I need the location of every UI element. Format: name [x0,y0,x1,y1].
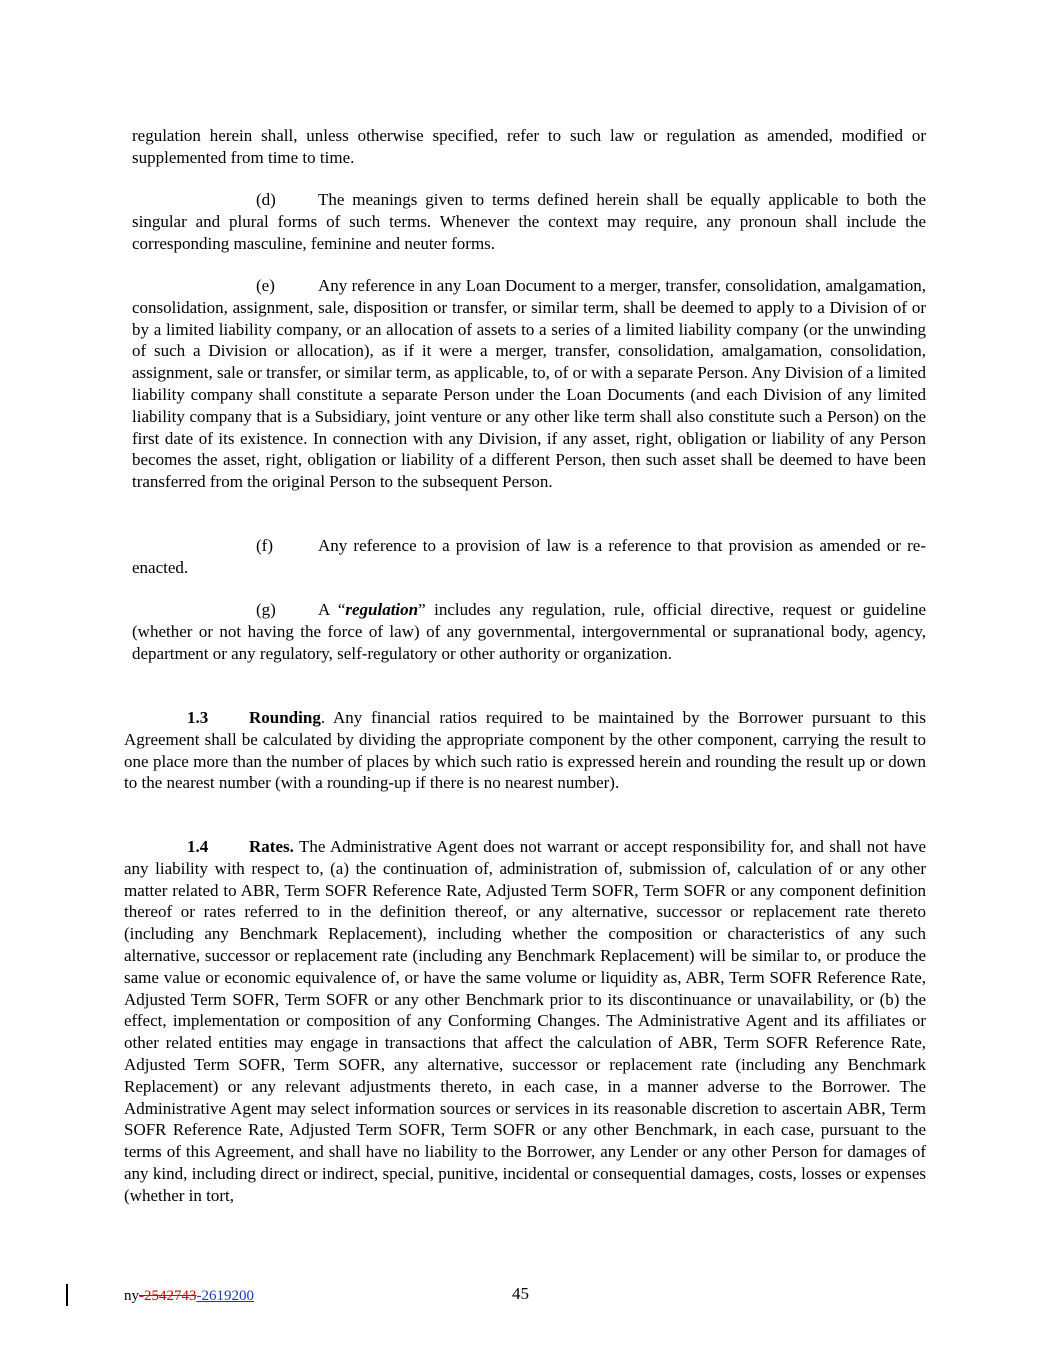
clause-text-f: Any reference to a provision of law is a reference to that provision as amended or re-enacted. [132,536,926,577]
document-id: ny-2542743-2619200 [124,1288,254,1304]
deleted-doc-id: -2542743 [139,1288,197,1304]
page-number: 45 [512,1284,529,1303]
change-bar [66,1284,68,1306]
section-1-3: 1.3 Rounding. Any financial ratios required to be maintained by the Borrower pursuant to this Agreement shall be calculated by dividing the appropriate component by the other component, carrying the result to one place more than the number of places by which such ratio is expressed herein and rounding the result up or down to the nearest number (with a rounding-up if there is no nearest number). [124,708,926,793]
clause-text-e: Any reference in any Loan Document to a merger, transfer, consolidation, amalgamation, consolidation, assignment, sale, disposition or transfer, or similar term, shall be deemed to apply to a Division of or by a limited liability company, or an allocation of assets to a series of a limited liability company (or the unwinding of such a Division or allocation), as if it were a merger, transfer, consolidation, amalgamation, consolidation, assignment, sale or transfer, or similar term, as applicable, to, of or with a separate Person. Any Division of a limited liability company shall constitute a separate Person under the Loan Documents (and each Division of any limited liability company that is a Subsidiary, joint venture or any other like term shall also constitute such a Person) on the first date of its existence. In connection with any Division, if any asset, right, obligation or liability of any Person becomes the asset, right, obligation or liability of a different Person, then such asset shall be deemed to have been transferred from the original Person to the subsequent Person. [132,276,926,492]
clause-text-g: ” includes any regulation, rule, official directive, request or guideline (whether or not having the force of law) of any governmental, intergovernmental or supranational body, agency, department or any regulatory, self-regulatory or other authority or organization. [132,600,926,663]
section-text: Any financial ratios required to be maintained by the Borrower pursuant to this Agreement shall be calculated by dividing the appropriate component by the other component, carrying the result to one place more than the number of places by which such ratio is expressed herein and rounding the result up or down to the nearest number (with a rounding-up if there is no nearest number). [124,708,926,793]
section-title: Rates. [249,837,294,856]
clause-label-d: (d) [256,190,276,209]
section-number: 1.4 [187,837,209,856]
section-text: The Administrative Agent does not warrant or accept responsibility for, and shall not have any liability with respect to, (a) the continuation of, administration of, submission of, calculation of or any other matter related to ABR, Term SOFR Reference Rate, Adjusted Term SOFR, Term SOFR or any component definition thereof or rates referred to in the definition thereof, or any alternative, successor or replacement rate thereto (including any Benchmark Replacement), including whether the composition or characteristics of any such alternative, successor or replacement rate (including any Benchmark Replacement) will be similar to, or produce the same value or economic equivalence of, or have the same volume or liquidity as, ABR, Term SOFR Reference Rate, Adjusted Term SOFR, Term SOFR or any other Benchmark prior to its discontinuance or unavailability, or (b) the effect, implementation or composition of any Conforming Changes. The Administrative Agent and its affiliates or other related entities may engage in transactions that affect the calculation of ABR, Term SOFR Reference Rate, Adjusted Term SOFR, Term SOFR, any alternative, successor or replacement rate (including any Benchmark Replacement) or any relevant adjustments thereto, in each case, in a manner adverse to the Borrower. The Administrative Agent may select information sources or services in its reasonable discretion to ascertain ABR, Term SOFR Reference Rate, Adjusted Term SOFR, Term SOFR or any other Benchmark, in each case, pursuant to the terms of this Agreement, and shall have no liability to the Borrower, any Lender or any other Person for damages of any kind, including direct or indirect, special, punitive, incidental or consequential damages, costs, losses or expenses (whether in tort, [124,837,926,1205]
paragraph-e [132,275,926,493]
paragraph-g: (g) A “regulation” includes any regulation, rule, official directive, request or guideline (whether or not having the force of law) of any governmental, intergovernmental or supranational body, agency, department or any regulatory, self-regulatory or other authority or organization. [132,600,926,663]
clause-label-f: (f) [256,536,273,555]
inserted-doc-id: -2619200 [196,1288,254,1304]
defined-term-regulation: regulation [345,600,419,619]
section-1-4 [124,836,926,1207]
paragraph-f [132,535,926,579]
clause-text-d: The meanings given to terms defined herein shall be equally applicable to both the singular and plural forms of such terms. Whenever the context may require, any pronoun shall include the corresponding masculine, feminine and neuter forms. [132,190,926,253]
section-title: Rounding [249,708,321,727]
clause-label-e: (e) [256,276,275,295]
clause-label-g: (g) [256,600,276,619]
paragraph-intro: regulation herein shall, unless otherwise specified, refer to such law or regulation as amended, modified or supplemented from time to time. [132,126,926,167]
section-number: 1.3 [187,708,209,727]
paragraph-d [132,189,926,254]
